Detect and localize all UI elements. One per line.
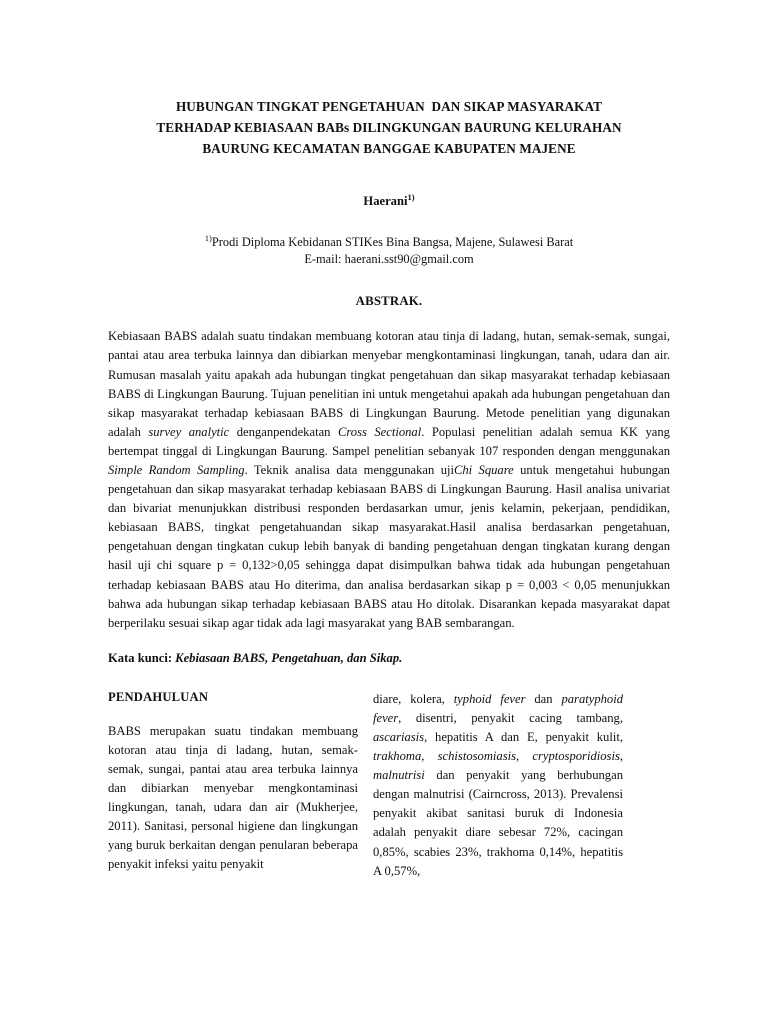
author-name: Haerani xyxy=(363,194,408,209)
author-affiliation-marker: 1) xyxy=(407,192,415,202)
keywords-terms: Kebiasaan BABS, Pengetahuan, dan Sikap. xyxy=(172,650,403,665)
author-block xyxy=(108,189,670,209)
affiliation-email: E-mail: haerani.sst90@gmail.com xyxy=(304,252,474,267)
left-column xyxy=(108,690,358,881)
right-column-paragraph: diare, kolera, typhoid fever dan paratyphoid fever, disentri, penyakit cacing tambang, ascariasis, hepatitis A dan E, penyakit kulit, trakhoma, schistosomiasis, cryptosporidiosis, malnutrisi dan penyakit yang berhubungan dengan malnutrisi (Cairncross, 2013). Prevalensi penyakit akibat sanitasi buruk di Indonesia adalah penyakit diare sebesar 72%, cacingan 0,85%, scabies 23%, trakhoma 0,14%, hepatitis A 0,57%, xyxy=(373,691,624,878)
left-column-paragraph: BABS merupakan suatu tindakan membuang kotoran atau tinja di ladang, hutan, semak-semak, sungai, pantai atau area terbuka lainnya dan dibiarkan menyebar mengkontaminasi lingkungan, tanah, udara dan air (Mukherjee, 2011). Sanitasi, personal higiene dan lingkungan yang buruk berkaitan dengan penularan beberapa penyakit infeksi yaitu penyakit xyxy=(108,723,358,872)
two-column-body xyxy=(108,690,670,881)
keywords-label: Kata kunci: xyxy=(108,650,173,665)
affiliation-institution: Prodi Diploma Kebidanan STIKes Bina Bangsa, Majene, Sulawesi Barat xyxy=(211,235,574,250)
title-line-3: BAURUNG KECAMATAN BANGGAE KABUPATEN MAJENE xyxy=(202,141,576,156)
keywords-line xyxy=(108,649,670,668)
abstract-heading: ABSTRAK. xyxy=(355,294,423,309)
affiliation-institution-line xyxy=(108,230,670,251)
affiliation-block xyxy=(108,230,670,268)
section-heading-pendahuluan: PENDAHULUAN xyxy=(108,689,209,704)
abstract-body: Kebiasaan BABS adalah suatu tindakan membuang kotoran atau tinja di ladang, hutan, semak-semak, sungai, pantai atau area terbuka lainnya dan dibiarkan menyebar mengkontaminasi lingkungan, tanah, udara dan air. Rumusan masalah yaitu apakah ada hubungan tingkat pengetahuan dan sikap masyarakat terhadap kebiasaan BABS di Lingkungan Baurung. Tujuan penelitian ini untuk mengetahui apakah ada hubungan pengetahuan dan sikap masyarakat terhadap kebiasaan BABS di Lingkungan Baurung. Metode penelitian yang digunakan adalah survey analytic denganpendekatan Cross Sectional. Populasi penelitian adalah semua KK yang bertempat tinggal di Lingkungan Baurung. Sampel penelitian sebanyak 107 responden dengan menggunakan Simple Random Sampling. Teknik analisa data menggunakan ujiChi Square untuk mengetahui hubungan pengetahuan dan sikap masyarakat terhadap kebiasaan BABS di Lingkungan Baurung. Hasil analisa univariat dan bivariat menunjukkan distribusi responden berdasarkan umur, jenis kelamin, pekerjaan, pendidikan, kebiasaan BABS, tingkat pengetahuandan sikap masyarakat.Hasil analisa berdasarkan pengetahuan, pengetahuan dengan tingkatan cukup lebih banyak di banding pengetahuan dengan tingkatan kurang dengan hasil uji chi square p = 0,132>0,05 sehingga dapat disimpulkan bahwa tidak ada hubungan pengetahuan terhadap kebiasaan BABS atau Ho diterima, dan analisa berdasarkan sikap p = 0,003 < 0,05 menunjukkan bahwa ada hubungan sikap terhadap kebiasaan BABS atau Ho ditolak. Disarankan kepada masyarakat dapat berperilaku sesuai sikap agar tidak ada lagi masyarakat yang BAB sembarangan. xyxy=(108,329,670,630)
title-line-2: TERHADAP KEBIASAAN BABs DILINGKUNGAN BAURUNG KELURAHAN xyxy=(156,120,622,135)
affiliation-marker: 1) xyxy=(204,233,212,244)
paper-title xyxy=(102,96,676,159)
title-line-1: HUBUNGAN TINGKAT PENGETAHUAN DAN SIKAP MASYARAKAT xyxy=(175,99,603,114)
right-column xyxy=(373,690,623,881)
